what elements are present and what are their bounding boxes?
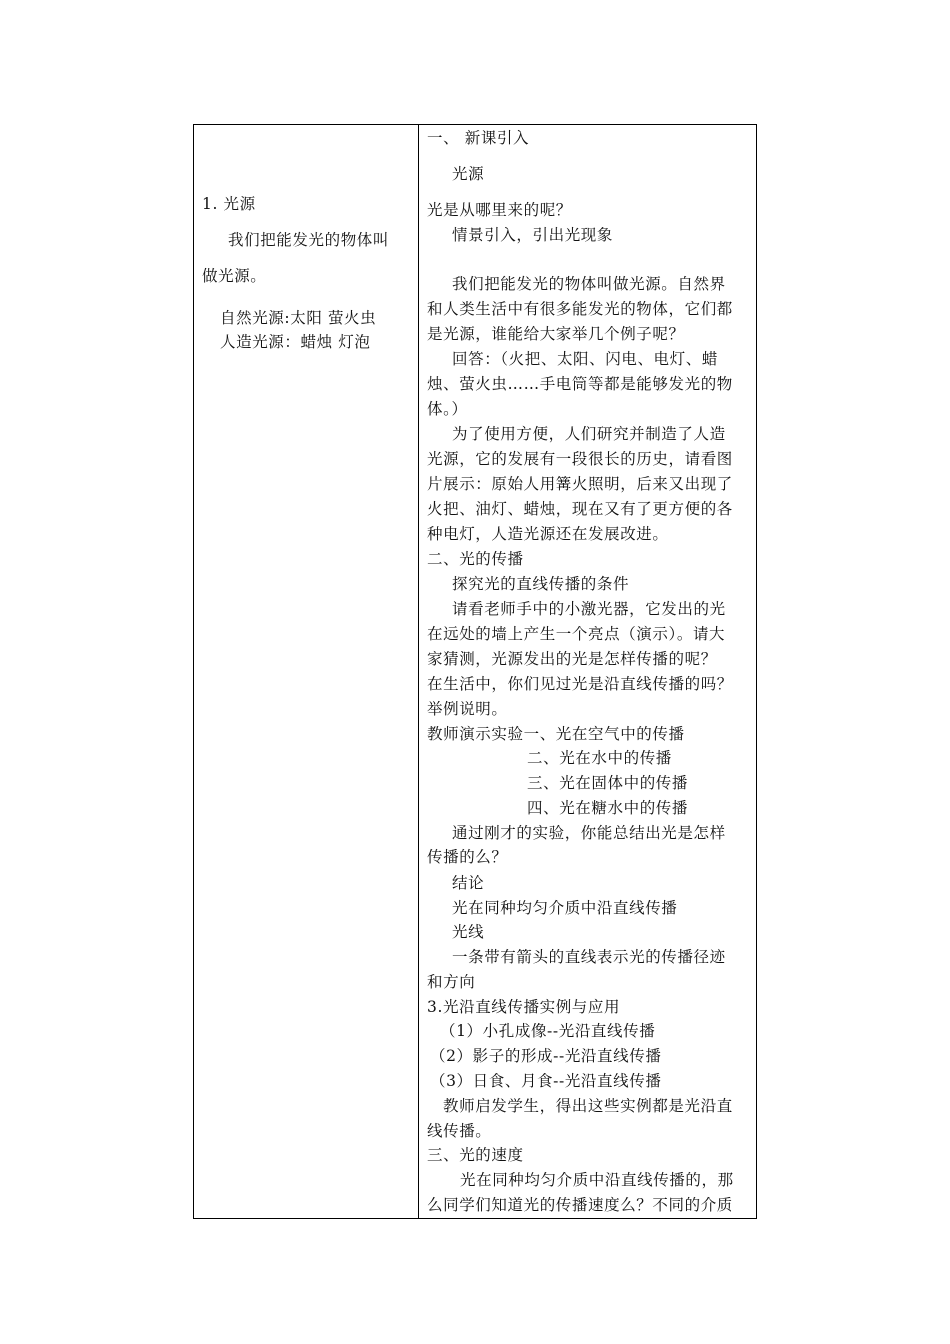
para2-line: 为了使用方便，人们研究并制造了人造 bbox=[452, 425, 726, 443]
para2-line: 种电灯，人造光源还在发展改进。 bbox=[427, 525, 669, 543]
para1-line: 我们把能发光的物体叫做光源。自然界 bbox=[452, 275, 726, 293]
section3-heading: 三、光的速度 bbox=[427, 1146, 524, 1164]
column-divider bbox=[418, 125, 419, 1218]
para1-line: 和人类生活中有很多能发光的物体，它们都 bbox=[427, 300, 733, 318]
demo-experiment-2: 二、光在水中的传播 bbox=[527, 749, 672, 767]
conclusion-title: 结论 bbox=[452, 874, 485, 892]
conclusion-text: 光在同种均匀介质中沿直线传播 bbox=[452, 899, 678, 917]
laser-line: 在生活中，你们见过光是沿直线传播的吗？ bbox=[427, 675, 733, 693]
example-item-2: （2）影子的形成--光沿直线传播 bbox=[430, 1047, 662, 1065]
question-where: 光是从哪里来的呢？ bbox=[427, 201, 572, 219]
explore-title: 探究光的直线传播的条件 bbox=[452, 575, 630, 593]
natural-sources: 自然光源:太阳 萤火虫 bbox=[220, 309, 377, 327]
laser-line: 请看老师手中的小激光器，它发出的光 bbox=[452, 600, 726, 618]
answer-line: 体。） bbox=[427, 400, 468, 418]
scenario-intro: 情景引入，引出光现象 bbox=[452, 226, 614, 244]
para2-line: 光源，它的发展有一段很长的历史，请看图 bbox=[427, 450, 733, 468]
laser-line: 家猜测，光源发出的光是怎样传播的呢？ bbox=[427, 650, 717, 668]
artificial-sources: 人造光源：蜡烛 灯泡 bbox=[220, 333, 371, 351]
example-item-3: （3）日食、月食--光沿直线传播 bbox=[430, 1072, 662, 1090]
example-item-1: （1）小孔成像--光沿直线传播 bbox=[440, 1022, 656, 1040]
left-definition-line1: 我们把能发光的物体叫 bbox=[228, 231, 390, 249]
answer-line: 回答：（火把、太阳、闪电、电灯、蜡 bbox=[452, 350, 718, 368]
examples-heading: 3.光沿直线传播实例与应用 bbox=[427, 998, 621, 1016]
section1-heading: 一、 新课引入 bbox=[427, 129, 530, 147]
left-heading: 1. 光源 bbox=[202, 195, 256, 213]
laser-line: 举例说明。 bbox=[427, 700, 508, 718]
inspire-line: 线传播。 bbox=[427, 1122, 492, 1140]
para1-line: 是光源，谁能给大家举几个例子呢？ bbox=[427, 325, 685, 343]
demo-experiment-1: 教师演示实验一、光在空气中的传播 bbox=[427, 725, 685, 743]
ray-line: 和方向 bbox=[427, 973, 476, 991]
answer-line: 烛、萤火虫……手电筒等都是能够发光的物 bbox=[427, 375, 733, 393]
summary-line: 传播的么？ bbox=[427, 848, 508, 866]
section2-heading: 二、光的传播 bbox=[427, 550, 524, 568]
speed-line: 光在同种均匀介质中沿直线传播的，那 bbox=[460, 1171, 734, 1189]
demo-experiment-3: 三、光在固体中的传播 bbox=[527, 774, 689, 792]
laser-line: 在远处的墙上产生一个亮点（演示）。请大 bbox=[427, 625, 726, 643]
left-definition-line2: 做光源。 bbox=[202, 267, 267, 285]
para2-line: 片展示：原始人用篝火照明，后来又出现了 bbox=[427, 475, 733, 493]
light-source-title: 光源 bbox=[452, 165, 485, 183]
demo-experiment-4: 四、光在糖水中的传播 bbox=[527, 799, 689, 817]
ray-line: 一条带有箭头的直线表示光的传播径迹 bbox=[452, 948, 726, 966]
para2-line: 火把、油灯、蜡烛，现在又有了更方便的各 bbox=[427, 500, 733, 518]
speed-line: 么同学们知道光的传播速度么？不同的介质 bbox=[427, 1196, 733, 1214]
ray-title: 光线 bbox=[452, 923, 485, 941]
inspire-line: 教师启发学生，得出这些实例都是光沿直 bbox=[443, 1097, 733, 1115]
summary-line: 通过刚才的实验，你能总结出光是怎样 bbox=[452, 824, 726, 842]
